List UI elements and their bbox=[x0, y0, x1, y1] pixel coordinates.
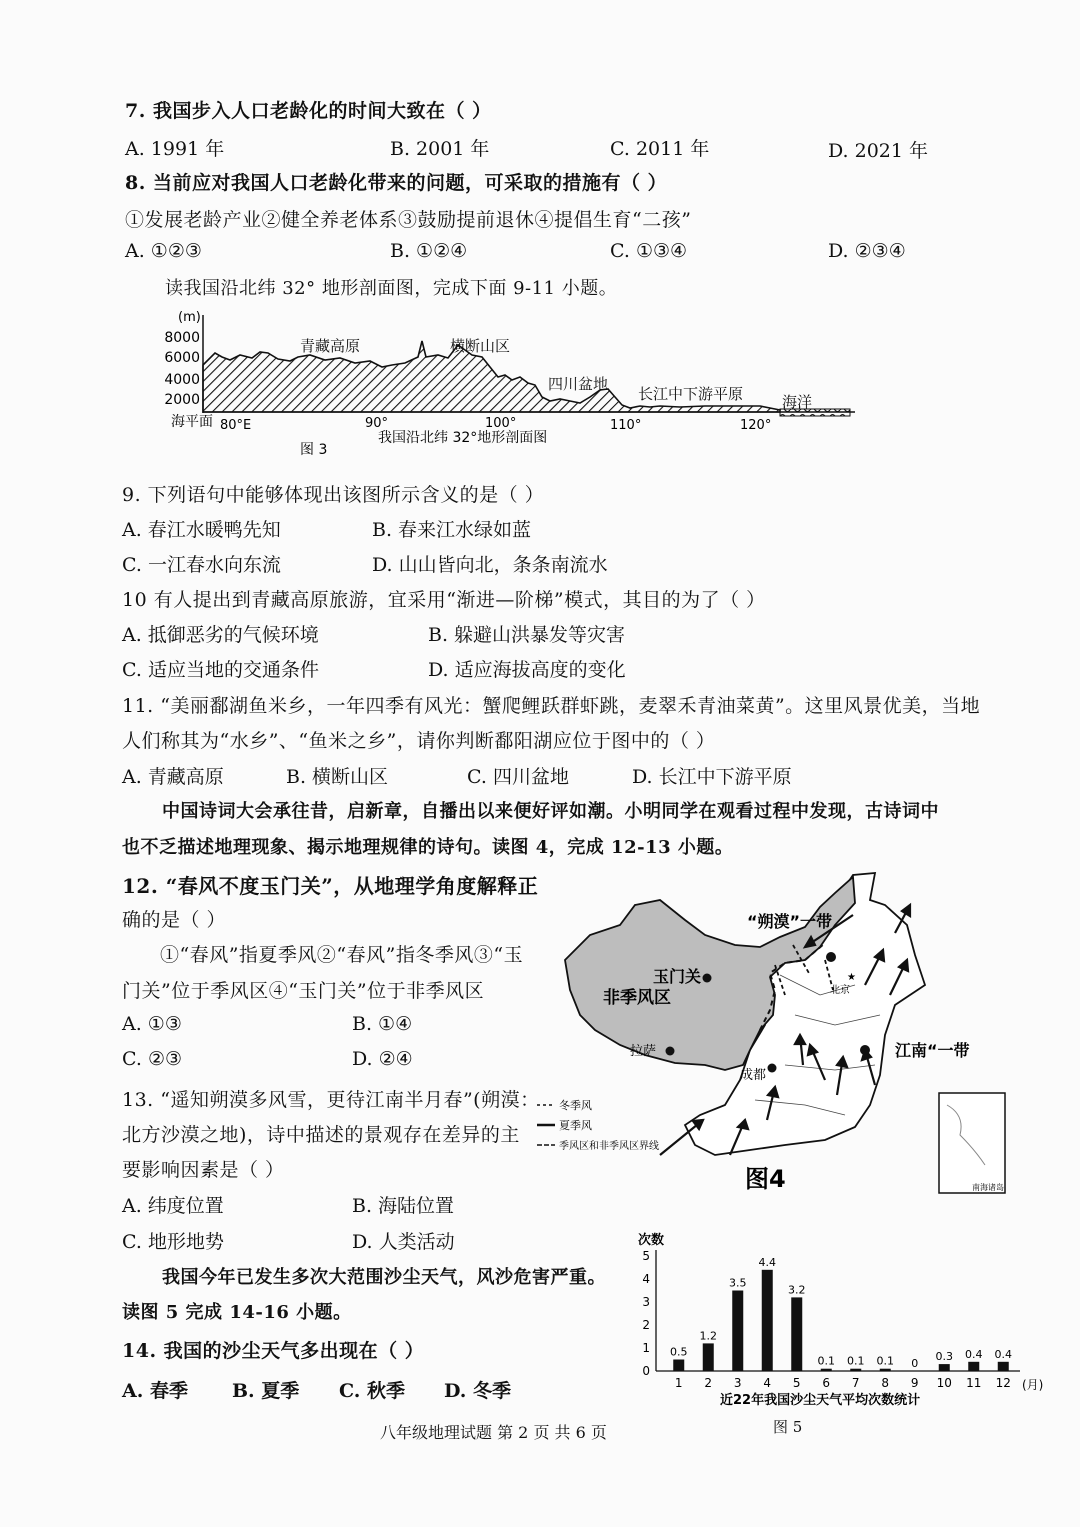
intro-12-13-line1: 中国诗词大会承往昔，启新章，自播出以来便好评如潮。小明同学在观看过程中发现，古诗词中 bbox=[162, 801, 939, 822]
intro-9-11: 读我国沿北纬 32° 地形剖面图，完成下面 9-11 小题。 bbox=[165, 278, 618, 299]
chart-ylabel: 次数 bbox=[638, 1233, 665, 1248]
chart-value-label-month-5: 3.2 bbox=[788, 1283, 806, 1297]
yumenguan-point bbox=[703, 974, 712, 983]
q9-option-a: A. 春江水暖鸭先知 bbox=[122, 519, 281, 541]
fig5-label: 图 5 bbox=[773, 1418, 803, 1436]
chart-value-label-month-7: 0.1 bbox=[847, 1354, 865, 1368]
q7-stem: 7. 我国步入人口老龄化的时间大致在（ ） bbox=[125, 100, 492, 122]
chart-value-label-month-4: 4.4 bbox=[758, 1255, 776, 1269]
q9-stem: 9. 下列语句中能够体现出该图所示含义的是（ ） bbox=[122, 484, 545, 506]
chart-bar-month-11 bbox=[968, 1362, 979, 1371]
chart-value-label-month-9: 0 bbox=[911, 1357, 919, 1370]
q13-stem-line1: 13. “遥知朔漠多风雪，更待江南半月春”(朔漠： bbox=[122, 1089, 540, 1111]
fig3-label-sichuan: 四川盆地 bbox=[548, 375, 609, 393]
chart-xtick-6: 6 bbox=[822, 1376, 831, 1390]
q8-stem: 8. 当前应对我国人口老龄化带来的问题，可采取的措施有（ ） bbox=[125, 172, 668, 194]
chart-bar-month-6 bbox=[821, 1369, 832, 1371]
chart-value-label-month-6: 0.1 bbox=[817, 1354, 835, 1368]
legend-summer-monsoon: 夏季风 bbox=[559, 1119, 592, 1132]
fig3-xtick-100: 100° bbox=[485, 416, 517, 431]
chart-bar-month-7 bbox=[850, 1369, 861, 1371]
beijing-star-icon: ★ bbox=[847, 972, 856, 983]
chart-xtick-5: 5 bbox=[792, 1376, 801, 1390]
chart-bar-month-3 bbox=[732, 1291, 743, 1372]
q14-option-d: D. 冬季 bbox=[444, 1380, 512, 1402]
label-beijing: 北京 bbox=[830, 985, 850, 996]
q7-option-c: C. 2011 年 bbox=[610, 138, 710, 160]
q10-option-a: A. 抵御恶劣的气候环境 bbox=[122, 624, 319, 646]
inset-label: 南海诸岛 bbox=[972, 1183, 1004, 1192]
q8-option-b: B. ①②④ bbox=[390, 240, 468, 262]
q11-option-d: D. 长江中下游平原 bbox=[632, 766, 792, 788]
q9-option-d: D. 山山皆向北，条条南流水 bbox=[372, 554, 608, 576]
chart-ytick-4: 4 bbox=[642, 1272, 650, 1286]
q11-option-a: A. 青藏高原 bbox=[122, 766, 224, 788]
q12-option-c: C. ②③ bbox=[122, 1048, 183, 1070]
fig3-label-qingzang: 青藏高原 bbox=[300, 337, 361, 355]
fig3-xtick-80: 80°E bbox=[220, 418, 252, 433]
chart-bar-month-4 bbox=[762, 1270, 773, 1371]
q11-stem-line2: 人们称其为“水乡”、“鱼米之乡”，请你判断鄱阳湖应位于图中的（ ） bbox=[122, 730, 716, 752]
label-jiangnan: 江南“一带 bbox=[895, 1041, 970, 1060]
q7-option-b: B. 2001 年 bbox=[390, 138, 490, 160]
q13-option-c: C. 地形地势 bbox=[122, 1231, 224, 1253]
chart-bar-month-12 bbox=[998, 1362, 1009, 1371]
intro-14-16-line1: 我国今年已发生多次大范围沙尘天气，风沙危害严重。 bbox=[162, 1267, 606, 1288]
q12-items-line2: 门关”位于季风区④“玉门关”位于非季风区 bbox=[122, 980, 485, 1002]
q10-option-c: C. 适应当地的交通条件 bbox=[122, 659, 319, 681]
chart-xtick-8: 8 bbox=[881, 1376, 890, 1390]
q8-option-c: C. ①③④ bbox=[610, 240, 688, 262]
chart-value-label-month-1: 0.5 bbox=[670, 1345, 688, 1359]
fig3-ytick-6000: 6000 bbox=[164, 350, 200, 366]
q12-option-d: D. ②④ bbox=[352, 1048, 413, 1070]
q14-option-a: A. 春季 bbox=[122, 1380, 188, 1402]
terrain-profile-figure bbox=[160, 305, 860, 460]
chart-xtick-11: 11 bbox=[966, 1376, 982, 1390]
chart-xtick-3: 3 bbox=[733, 1376, 742, 1390]
chart-bar-month-10 bbox=[939, 1364, 950, 1371]
q13-option-b: B. 海陆位置 bbox=[352, 1195, 455, 1217]
chart-xtick-1: 1 bbox=[674, 1376, 683, 1390]
chart-value-label-month-3: 3.5 bbox=[729, 1276, 747, 1290]
chart-bar-month-2 bbox=[703, 1343, 714, 1371]
q12-option-a: A. ①③ bbox=[122, 1013, 182, 1035]
q11-option-c: C. 四川盆地 bbox=[467, 766, 569, 788]
q13-stem-line3: 要影响因素是（ ） bbox=[122, 1159, 285, 1181]
fig3-ytick-sealevel: 海平面 bbox=[171, 414, 213, 430]
label-non-monsoon: 非季风区 bbox=[603, 988, 671, 1008]
fig3-xtick-110: 110° bbox=[610, 418, 642, 433]
shuomo-point bbox=[826, 952, 836, 962]
chart-bar-month-5 bbox=[791, 1297, 802, 1371]
lhasa-point bbox=[666, 1047, 675, 1056]
q10-stem: 10 有人提出到青藏高原旅游，宜采用“渐进—阶梯”模式，其目的为了（ ） bbox=[122, 589, 766, 611]
chart-bar-month-8 bbox=[880, 1369, 891, 1371]
chart-xtick-7: 7 bbox=[851, 1376, 860, 1390]
label-chengdu: 成都 bbox=[740, 1068, 767, 1083]
south-china-sea-inset bbox=[939, 1093, 1005, 1193]
fig3-title: 我国沿北纬 32°地形剖面图 bbox=[378, 430, 548, 446]
chart-value-label-month-11: 0.4 bbox=[965, 1347, 983, 1361]
jiangnan-point bbox=[860, 1045, 870, 1055]
fig3-ytick-4000: 4000 bbox=[164, 372, 200, 388]
q8-option-a: A. ①②③ bbox=[125, 240, 202, 262]
chart-xtick-9: 9 bbox=[910, 1376, 919, 1390]
chart-ytick-3: 3 bbox=[642, 1295, 650, 1309]
q11-stem-line1: 11. “美丽鄱湖鱼米乡，一年四季有风光：蟹爬鲤跃群虾跳，麦翠禾青油菜黄”。这里风景优美，当地 bbox=[122, 695, 981, 717]
fig3-unit: (m) bbox=[178, 310, 201, 325]
q13-option-a: A. 纬度位置 bbox=[122, 1195, 224, 1217]
chart-xlabel: (月) bbox=[1022, 1378, 1044, 1392]
q7-option-d: D. 2021 年 bbox=[828, 140, 929, 162]
q10-option-d: D. 适应海拔高度的变化 bbox=[428, 659, 626, 681]
q14-option-b: B. 夏季 bbox=[232, 1380, 300, 1402]
chart-ytick-0: 0 bbox=[642, 1364, 650, 1378]
fig3-label-hengduan: 横断山区 bbox=[450, 337, 511, 355]
arrow-head-icon bbox=[902, 905, 910, 916]
chart-value-label-month-10: 0.3 bbox=[935, 1350, 953, 1364]
chart-ytick-1: 1 bbox=[642, 1341, 650, 1355]
fig3-label-ocean: 海洋 bbox=[782, 393, 813, 411]
fig3-label-changjiang: 长江中下游平原 bbox=[638, 385, 744, 403]
q14-stem: 14. 我国的沙尘天气多出现在（ ） bbox=[122, 1340, 425, 1362]
label-shuomo: “朔漠”一带 bbox=[747, 912, 833, 931]
chart-value-label-month-12: 0.4 bbox=[994, 1347, 1012, 1361]
q11-option-b: B. 横断山区 bbox=[286, 766, 389, 788]
q7-option-a: A. 1991 年 bbox=[125, 138, 225, 160]
china-monsoon-map bbox=[535, 865, 1015, 1200]
label-yumenguan: 玉门关 bbox=[653, 967, 702, 986]
chart-title: 近22年我国沙尘天气平均次数统计 bbox=[720, 1393, 921, 1408]
legend-boundary: 季风区和非季风区界线 bbox=[559, 1141, 659, 1152]
fig3-ytick-8000: 8000 bbox=[164, 330, 200, 346]
q14-option-c: C. 秋季 bbox=[339, 1380, 406, 1402]
chart-value-label-month-8: 0.1 bbox=[876, 1354, 894, 1368]
q10-option-b: B. 躲避山洪暴发等灾害 bbox=[428, 624, 626, 646]
chart-bar-month-1 bbox=[673, 1360, 684, 1372]
chengdu-point bbox=[768, 1064, 777, 1073]
chart-xtick-12: 12 bbox=[995, 1376, 1011, 1390]
chart-value-label-month-2: 1.2 bbox=[699, 1329, 717, 1343]
q12-stem-line2: 确的是（ ） bbox=[122, 909, 227, 931]
fig3-label: 图 3 bbox=[300, 442, 328, 458]
intro-12-13-line2: 也不乏描述地理现象、揭示地理规律的诗句。读图 4，完成 12-13 小题。 bbox=[122, 837, 734, 858]
chart-ytick-5: 5 bbox=[642, 1249, 650, 1263]
fig3-ytick-2000: 2000 bbox=[164, 392, 200, 408]
chart-ytick-2: 2 bbox=[642, 1318, 650, 1332]
fig3-xtick-120: 120° bbox=[740, 418, 772, 433]
q9-option-b: B. 春来江水绿如蓝 bbox=[372, 519, 532, 541]
chart-xtick-2: 2 bbox=[704, 1376, 713, 1390]
chart-xtick-10: 10 bbox=[936, 1376, 952, 1390]
q9-option-c: C. 一江春水向东流 bbox=[122, 554, 281, 576]
fig3-xtick-90: 90° bbox=[365, 416, 389, 431]
q8-items: ①发展老龄产业②健全养老体系③鼓励提前退休④提倡生育“二孩” bbox=[125, 209, 692, 231]
q8-option-d: D. ②③④ bbox=[828, 240, 906, 262]
chart-xtick-4: 4 bbox=[763, 1376, 772, 1390]
legend-winter-monsoon: 冬季风 bbox=[559, 1099, 592, 1112]
label-lhasa: 拉萨 bbox=[630, 1044, 657, 1059]
dust-storm-bar-chart bbox=[620, 1228, 1050, 1418]
q12-option-b: B. ①④ bbox=[352, 1013, 413, 1035]
fig4-label: 图4 bbox=[745, 1165, 786, 1193]
page-footer: 八年级地理试题 第 2 页 共 6 页 bbox=[380, 1423, 607, 1442]
q12-stem-line1: 12. “春风不度玉门关”，从地理学角度解释正 bbox=[122, 874, 539, 898]
intro-14-16-line2: 读图 5 完成 14-16 小题。 bbox=[122, 1302, 352, 1323]
map-legend bbox=[537, 1098, 659, 1152]
q13-option-d: D. 人类活动 bbox=[352, 1231, 455, 1253]
q13-stem-line2: 北方沙漠之地)，诗中描述的景观存在差异的主 bbox=[122, 1124, 520, 1146]
q12-items-line1: ①“春风”指夏季风②“春风”指冬季风③“玉 bbox=[160, 944, 524, 966]
